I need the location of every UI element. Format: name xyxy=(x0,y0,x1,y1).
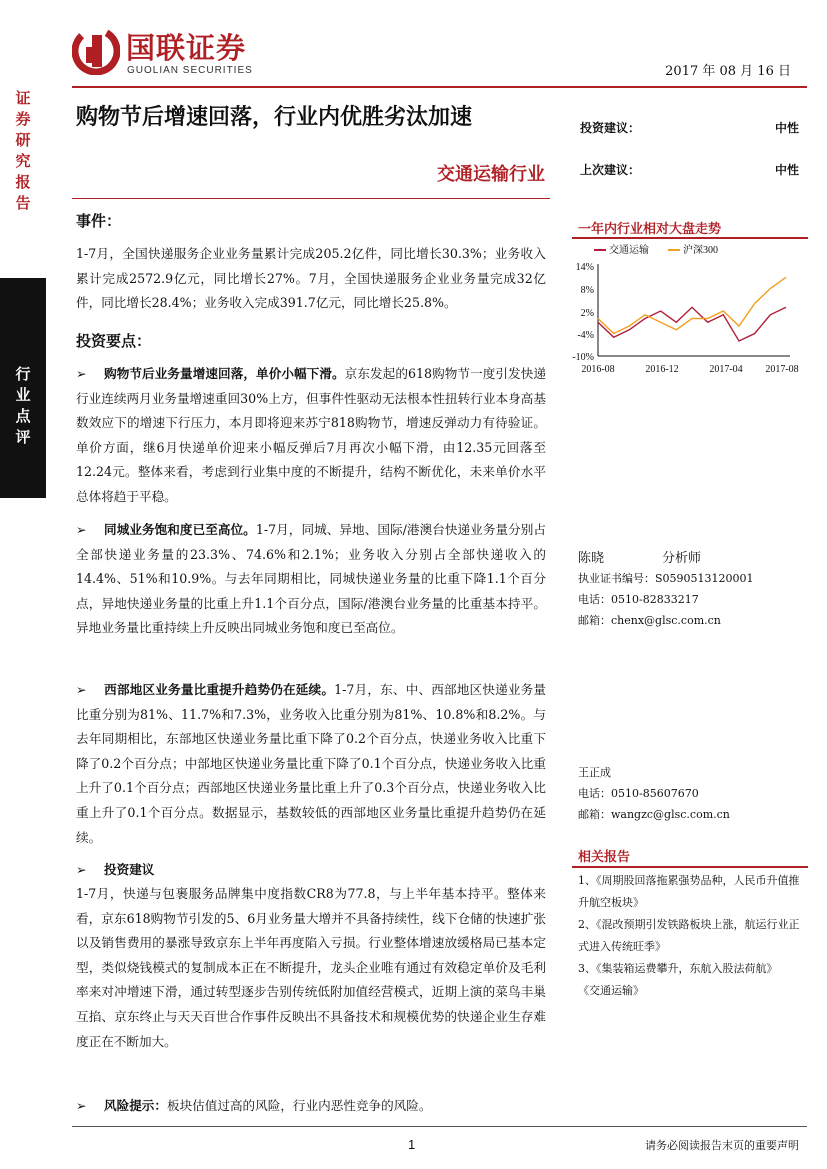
left-bar-char: 究 xyxy=(15,152,31,170)
logo-text-en: GUOLIAN SECURITIES xyxy=(127,65,253,76)
point-1 xyxy=(76,362,546,510)
points-heading: 投资要点： xyxy=(76,332,152,350)
point-1-lead: 购物节后业务量增速回落，单价小幅下滑。 xyxy=(104,366,345,381)
left-bar-char: 券 xyxy=(15,110,31,128)
chart-title-rule xyxy=(572,237,808,239)
guolian-logo-icon xyxy=(72,27,120,75)
point-4-body: 1-7月，快递与包裹服务品牌集中度指数CR8为77.8，与上半年基本持平。整体来看，京东618购物节引发的5、6月业务量大增并不具备持续性，线下仓储的快速扩张以及销售费用的暴涨导致京东上半年再度陷入亏损。行业整体增速放缓格局已基本定型，类似烧钱模式的复制成本正在不断提升，龙头企业唯有通过有效稳定单价及毛利率来对冲增速下滑，通过转型逐步告别传统低附加值经营模式，近期上演的菜鸟丰巢互掐、京东终止与天天百世合作事件反映出不具备技术和规模优势的快递企业生存难度正在不断加大。 xyxy=(76,886,546,1049)
y-tick-label: 2% xyxy=(580,308,594,319)
bullet-arrow-icon: ➢ xyxy=(76,1098,87,1113)
point-2-body: 1-7月，同城、异地、国际/港澳台快递业务量分别占全部快递业务量的23.3%、74.6%和2.1%；业务收入分别占全部快递收入的14.4%、51%和10.9%。与去年同期相比，同城快递业务量的比重下降1.1个百分点，异地快递业务量的比重上升1.1个百分点，国际/港澳台业务量的比重基本持平。异地业务量比重持续上升反映出同城业务饱和度已至高位。 xyxy=(76,522,546,636)
legend-label-1: 交通运输 xyxy=(609,245,649,256)
point-2 xyxy=(76,518,546,641)
point-2-lead: 同城业务饱和度已至高位。 xyxy=(104,522,256,537)
x-tick-label: 2017-04 xyxy=(709,364,743,375)
left-bar-char: 证 xyxy=(15,89,31,107)
footer-rule xyxy=(72,1126,807,1127)
relative-performance-chart xyxy=(572,240,810,380)
page-number: 1 xyxy=(408,1137,416,1152)
report-title: 购物节后增速回落，行业内优胜劣汰加速 xyxy=(76,104,473,130)
y-tick-label: 14% xyxy=(575,262,594,273)
report-date: 2017 年 08 月 16 日 xyxy=(665,64,791,79)
rating-previous-value: 中性 xyxy=(774,163,799,177)
legend-label-2: 沪深300 xyxy=(683,245,718,256)
left-bar-char: 业 xyxy=(15,386,31,404)
industry-name: 交通运输行业 xyxy=(437,164,545,185)
email-label: 邮箱： xyxy=(578,808,611,821)
point-4-heading xyxy=(76,858,546,883)
point-4-lead: 投资建议 xyxy=(104,862,155,877)
cert-label: 执业证书编号： xyxy=(578,572,655,585)
chart-title: 一年内行业相对大盘走势 xyxy=(578,222,722,237)
analyst-1-role: 分析师 xyxy=(662,551,702,566)
left-bar-char: 告 xyxy=(15,194,31,212)
point-3-lead: 西部地区业务量比重提升趋势仍在延续。 xyxy=(104,682,335,697)
y-tick-label: 8% xyxy=(580,285,594,296)
point-1-body: 京东发起的618购物节一度引发快递行业连续两月业务量增速重回30%上方，但事件性驱动无法根本性扭转行业本身高基数效应下的增速下行压力，本月即将迎来苏宁818购物节，增速反弹动力有待验证。单价方面，继6月快递单价迎来小幅反弹后7月再次小幅下滑，由12.35元回落至12.24元。整体来看，考虑到行业集中度的不断提升，结构不断优化，未来单价水平总体将趋于平稳。 xyxy=(76,366,546,504)
bullet-arrow-icon: ➢ xyxy=(76,366,87,381)
left-bar-char: 研 xyxy=(15,131,31,149)
event-heading: 事件： xyxy=(76,212,122,230)
bullet-arrow-icon: ➢ xyxy=(76,522,87,537)
point-3 xyxy=(76,678,546,850)
x-tick-label: 2016-12 xyxy=(645,364,679,375)
analyst-1-cert xyxy=(578,568,754,589)
title-rule xyxy=(72,198,550,199)
related-item[interactable]: 2、《混改预期引发铁路板块上涨，航运行业正式进入传统旺季》 xyxy=(578,918,800,953)
left-bar-research xyxy=(0,78,46,278)
analyst-2-name: 王正成 xyxy=(578,766,611,779)
cert-number: S0590513120001 xyxy=(655,572,754,585)
left-bar-char: 评 xyxy=(15,428,31,446)
point-5-body: 板块估值过高的风险，行业内恶性竞争的风险。 xyxy=(166,1098,432,1113)
left-bar-char: 报 xyxy=(15,173,31,191)
series-line-2 xyxy=(598,277,786,333)
related-item[interactable]: 3、《集装箱运费攀升，东航入股法荷航》 xyxy=(578,962,778,975)
y-tick-label: -4% xyxy=(577,330,594,341)
left-bar-char: 点 xyxy=(15,407,31,425)
analyst-2-email[interactable] xyxy=(578,804,730,825)
rating-previous-label: 上次建议： xyxy=(580,163,641,177)
header-rule xyxy=(72,86,807,88)
email-address[interactable]: wangzc@glsc.com.cn xyxy=(611,808,730,821)
x-tick-label: 2017-08 xyxy=(765,364,799,375)
related-item[interactable]: 《交通运输》 xyxy=(578,984,644,997)
bullet-arrow-icon: ➢ xyxy=(76,682,87,697)
analyst-1-email[interactable] xyxy=(578,610,721,631)
point-5 xyxy=(76,1094,546,1119)
rating-current-value: 中性 xyxy=(774,121,799,135)
analyst-1-name: 陈晓 xyxy=(578,551,605,566)
event-text: 1-7月，全国快递服务企业业务量累计完成205.2亿件，同比增长30.3%；业务收入累计完成2572.9亿元，同比增长27%。7月，全国快递服务企业业务量完成32亿件，同比增长28.4%；业务收入完成391.7亿元，同比增长25.8%。 xyxy=(76,246,546,311)
left-bar-char: 行 xyxy=(15,365,31,383)
point-3-body: 1-7月，东、中、西部地区快递业务量比重分别为81%、11.7%和7.3%，业务收入比重分别为81%、10.8%和8.2%。与去年同期相比，东部地区快递业务量比重下降了0.2个百分点，快递业务收入比重下降了0.2个百分点；中部地区快递业务量比重下降了0.1个百分点，快递业务收入比重上升了0.1个百分点；西部地区快递业务量比重上升了0.3个百分点，快递业务收入比重上升了0.1个百分点。数据显示，基数较低的西部地区业务量比重提升趋势仍在延续。 xyxy=(76,682,547,845)
phone-label: 电话： xyxy=(578,593,611,606)
email-address[interactable]: chenx@glsc.com.cn xyxy=(611,614,721,627)
related-item[interactable]: 1、《周期股回落拖累强势品种，人民币升值推升航空板块》 xyxy=(578,874,800,909)
phone-label: 电话： xyxy=(578,787,611,800)
bullet-arrow-icon: ➢ xyxy=(76,862,87,877)
left-bar-type xyxy=(0,278,46,498)
analyst-2-phone xyxy=(578,783,699,804)
series-line-1 xyxy=(598,307,786,341)
email-label: 邮箱： xyxy=(578,614,611,627)
y-tick-label: -10% xyxy=(572,352,594,363)
x-tick-label: 2016-08 xyxy=(581,364,615,375)
point-5-lead: 风险提示： xyxy=(104,1098,167,1113)
related-heading: 相关报告 xyxy=(578,850,631,865)
disclaimer-note: 请务必阅读报告末页的重要声明 xyxy=(645,1139,799,1152)
phone-number: 0510-85607670 xyxy=(611,787,699,800)
analyst-1-phone xyxy=(578,589,699,610)
phone-number: 0510-82833217 xyxy=(611,593,699,606)
rating-current-label: 投资建议： xyxy=(580,121,641,135)
related-rule xyxy=(572,866,808,868)
logo-text-cn: 国联证券 xyxy=(126,31,247,65)
